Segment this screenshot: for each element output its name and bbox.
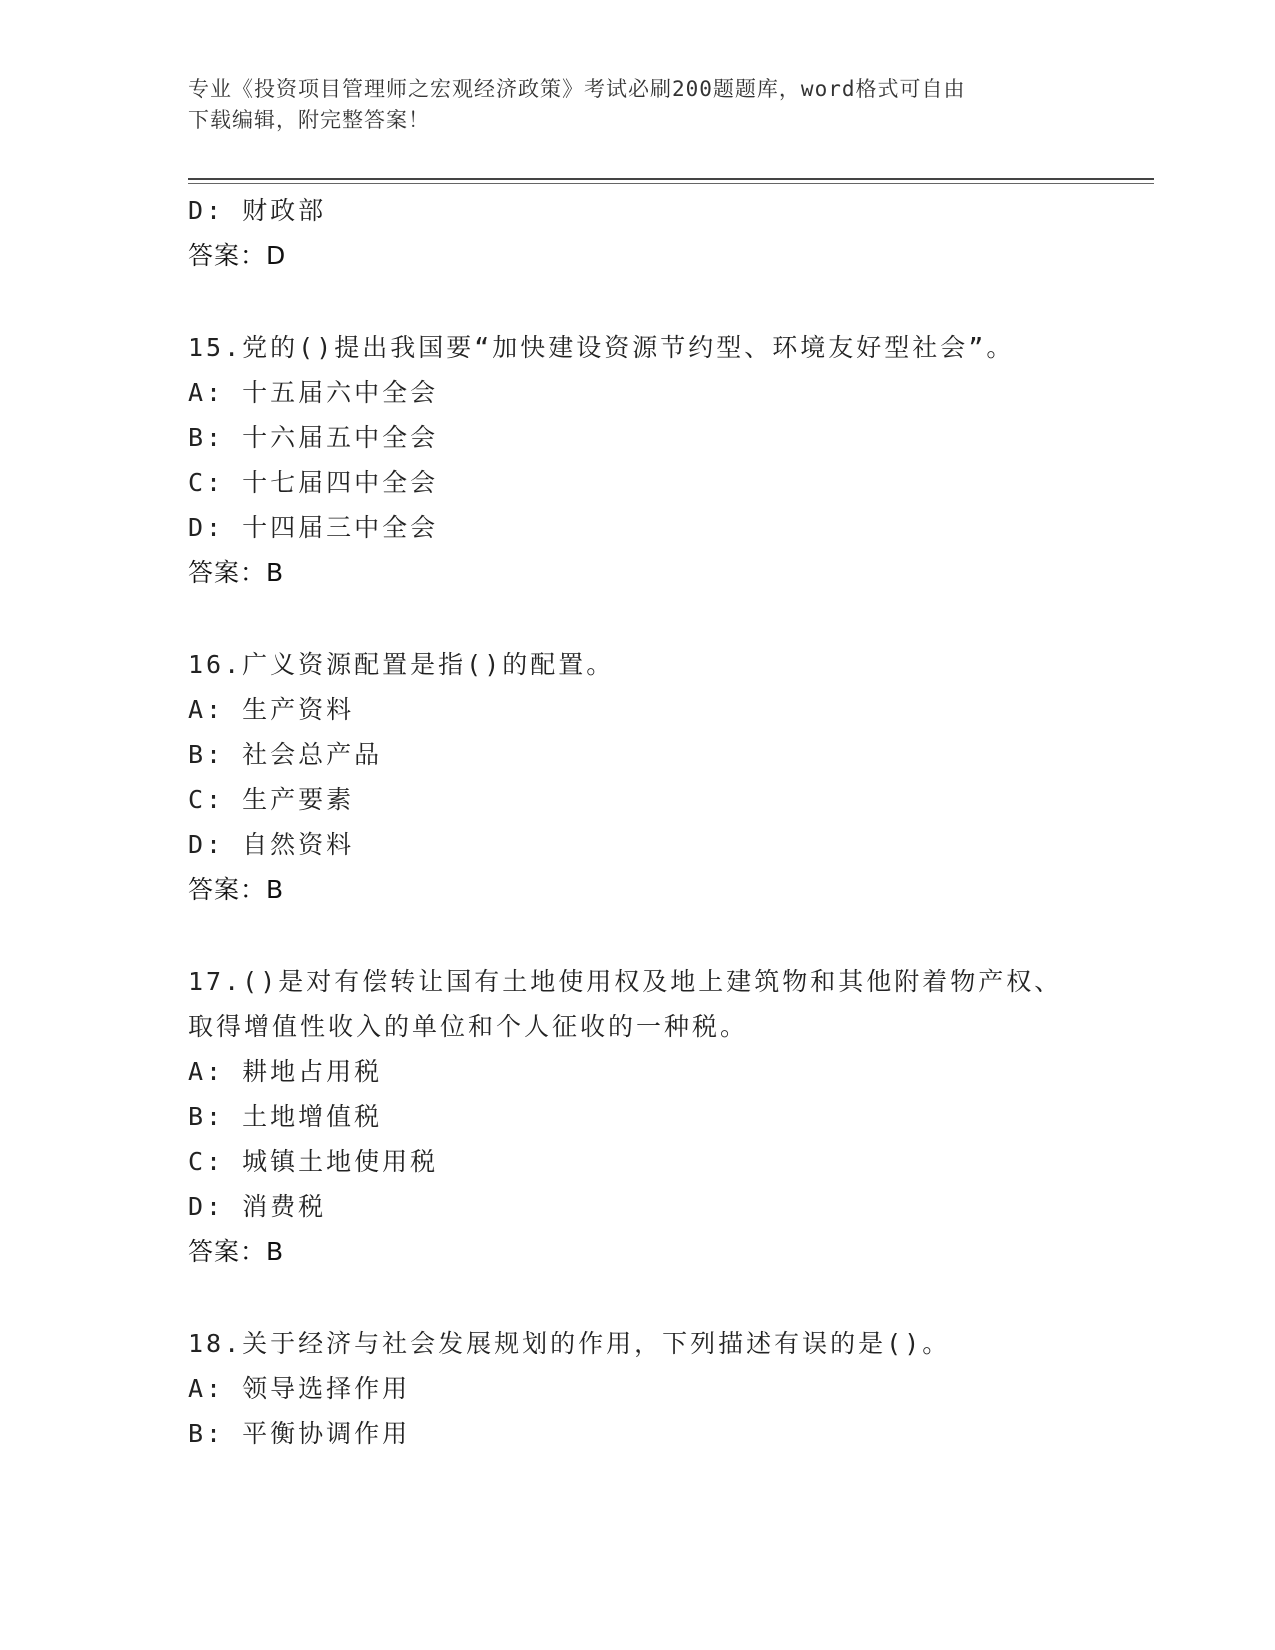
question-17 <box>188 959 1088 1274</box>
option-a: A: 十五届六中全会 <box>188 378 439 407</box>
answer: 答案：B <box>188 1237 285 1266</box>
option-a: A: 领导选择作用 <box>188 1374 411 1403</box>
header-line-1: 专业《投资项目管理师之宏观经济政策》考试必刷200题题库，word格式可自由 <box>188 77 966 101</box>
option-c: C: 十七届四中全会 <box>188 468 439 497</box>
option-d: D: 消费税 <box>188 1192 327 1221</box>
option-a: A: 生产资料 <box>188 695 355 724</box>
document-body <box>188 188 1088 1456</box>
option-d: D: 自然资料 <box>188 830 355 859</box>
prev-option-d: D: 财政部 <box>188 196 327 225</box>
option-b: B: 土地增值税 <box>188 1102 383 1131</box>
question-stem: 16.广义资源配置是指()的配置。 <box>188 650 615 679</box>
answer: 答案：B <box>188 875 285 904</box>
option-a: A: 耕地占用税 <box>188 1057 383 1086</box>
question-18 <box>188 1321 1088 1456</box>
header-divider-thick <box>188 178 1154 180</box>
header-line-2: 下载编辑，附完整答案！ <box>188 108 430 132</box>
question-stem: 18.关于经济与社会发展规划的作用，下列描述有误的是()。 <box>188 1329 951 1358</box>
option-b: B: 社会总产品 <box>188 740 383 769</box>
header-divider-thin <box>188 183 1154 184</box>
option-c: C: 城镇土地使用税 <box>188 1147 439 1176</box>
prev-answer: 答案：D <box>188 241 287 270</box>
option-d: D: 十四届三中全会 <box>188 513 439 542</box>
question-stem-line-1: 17.()是对有偿转让国有土地使用权及地上建筑物和其他附着物产权、 <box>188 967 1063 996</box>
question-15 <box>188 325 1088 595</box>
question-stem-line-2: 取得增值性收入的单位和个人征收的一种税。 <box>188 1012 749 1041</box>
option-c: C: 生产要素 <box>188 785 355 814</box>
question-16 <box>188 642 1088 912</box>
page-header <box>188 74 1088 136</box>
question-stem: 15.党的()提出我国要“加快建设资源节约型、环境友好型社会”。 <box>188 333 1015 362</box>
answer: 答案：B <box>188 558 285 587</box>
option-b: B: 十六届五中全会 <box>188 423 439 452</box>
option-b: B: 平衡协调作用 <box>188 1419 411 1448</box>
